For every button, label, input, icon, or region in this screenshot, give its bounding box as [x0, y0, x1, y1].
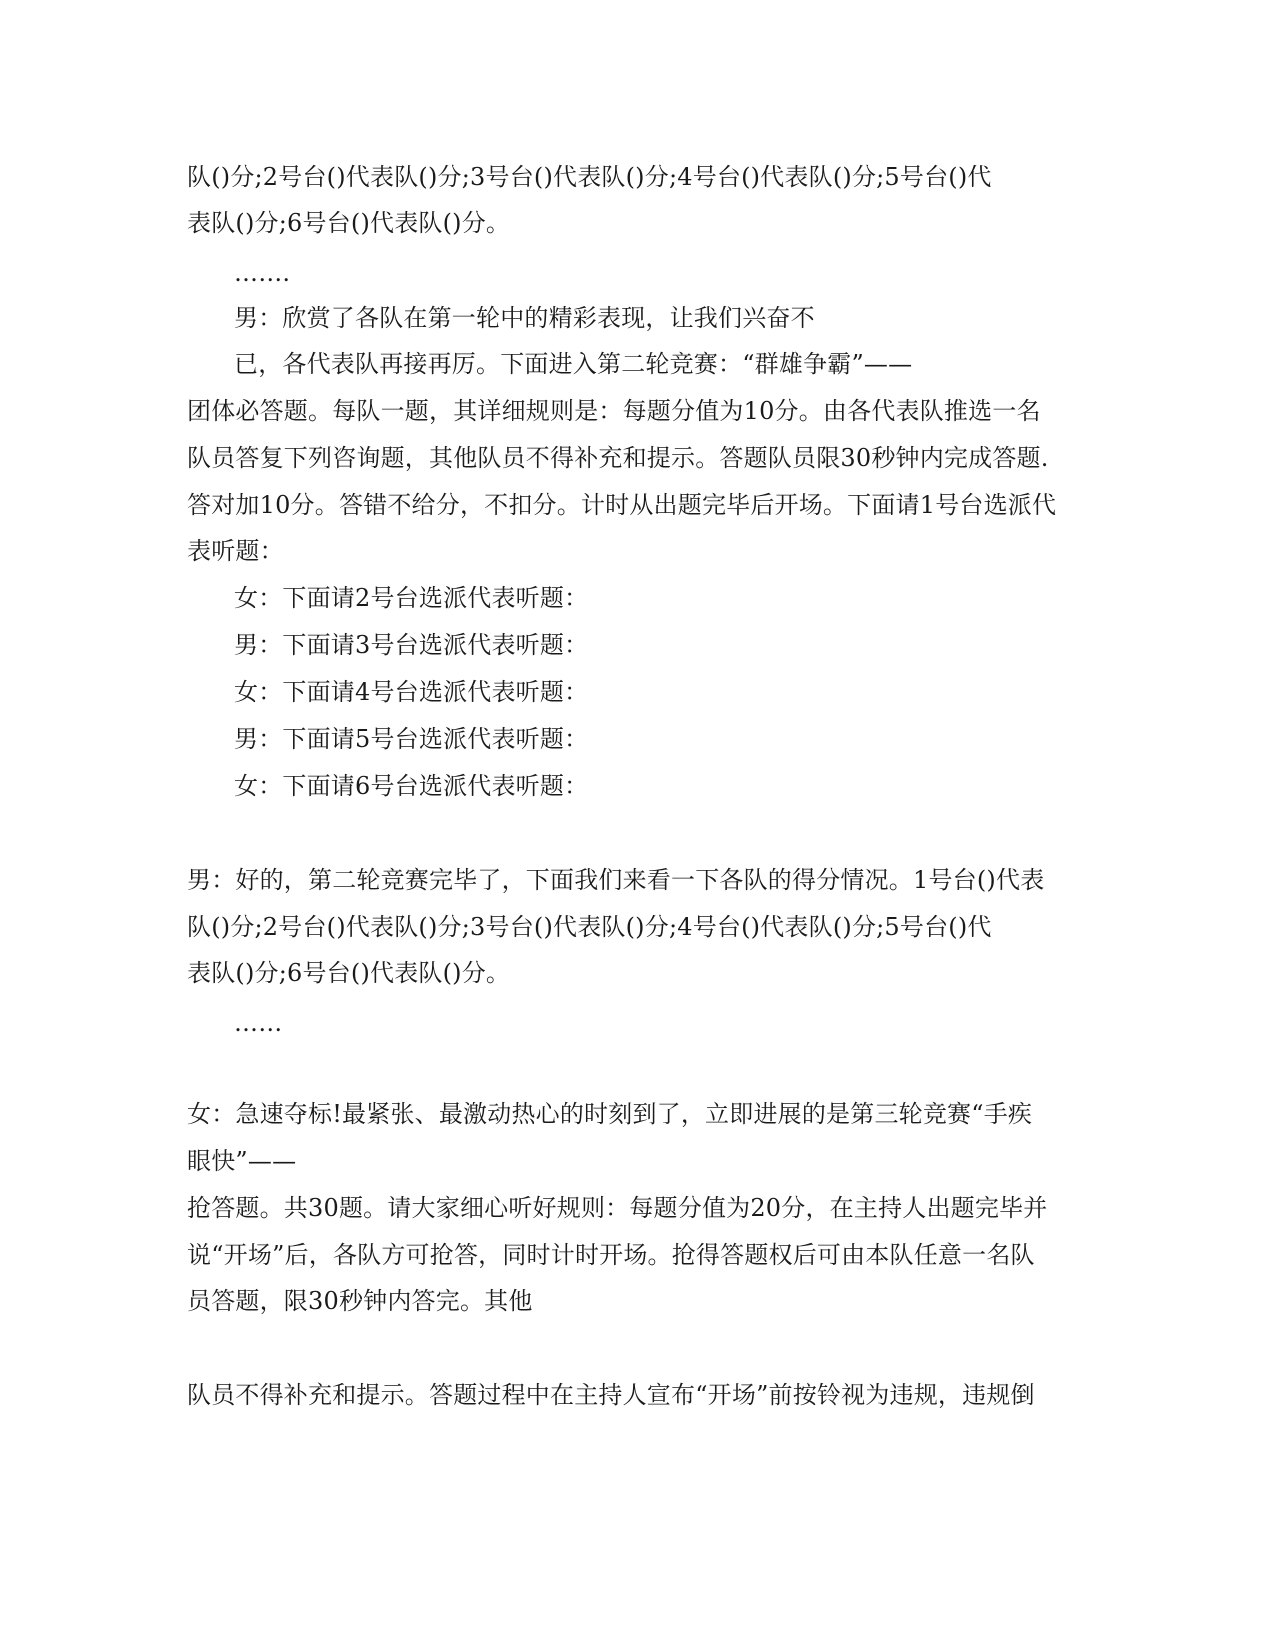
- text-line: 员答题，限30秒钟内答完。其他: [187, 1287, 533, 1315]
- text-line: ……: [234, 1009, 283, 1037]
- text-line: 男：下面请3号台选派代表听题：: [234, 631, 589, 659]
- text-line: 女：下面请6号台选派代表听题：: [234, 772, 589, 800]
- text-line: 表队()分;6号台()代表队()分。: [187, 959, 511, 987]
- text-line: 男：下面请5号台选派代表听题：: [234, 725, 589, 753]
- text-line: 团体必答题。每队一题，其详细规则是：每题分值为10分。由各代表队推选一名: [187, 397, 1041, 425]
- text-line: 男：好的，第二轮竞赛完毕了，下面我们来看一下各队的得分情况。1号台()代表: [187, 866, 1045, 894]
- text-line: …….: [234, 259, 291, 287]
- text-line: 队()分;2号台()代表队()分;3号台()代表队()分;4号台()代表队()分;5号台()代: [187, 913, 992, 941]
- text-line: 男：欣赏了各队在第一轮中的精彩表现，让我们兴奋不: [234, 304, 815, 332]
- text-line: 眼快”——: [187, 1147, 297, 1175]
- text-line: 已，各代表队再接再厉。下面进入第二轮竞赛：“群雄争霸”——: [234, 350, 913, 378]
- text-line: 表队()分;6号台()代表队()分。: [187, 209, 511, 237]
- text-line: 抢答题。共30题。请大家细心听好规则：每题分值为20分，在主持人出题完毕并: [187, 1194, 1048, 1222]
- text-line: 女：下面请4号台选派代表听题：: [234, 678, 589, 706]
- text-line: 队()分;2号台()代表队()分;3号台()代表队()分;4号台()代表队()分;5号台()代: [187, 163, 992, 191]
- text-line: 答对加10分。答错不给分，不扣分。计时从出题完毕后开场。下面请1号台选派代: [187, 491, 1057, 519]
- text-line: 表听题：: [187, 537, 284, 565]
- text-line: 队员答复下列咨询题，其他队员不得补充和提示。答题队员限30秒钟内完成答题.: [187, 444, 1049, 472]
- text-line: 队员不得补充和提示。答题过程中在主持人宣布“开场”前按铃视为违规，违规倒: [187, 1381, 1035, 1409]
- text-line: 女：下面请2号台选派代表听题：: [234, 584, 589, 612]
- text-line: 女：急速夺标!最紧张、最激动热心的时刻到了，立即进展的是第三轮竞赛“手疾: [187, 1100, 1033, 1128]
- text-line: 说“开场”后，各队方可抢答，同时计时开场。抢得答题权后可由本队任意一名队: [187, 1241, 1035, 1269]
